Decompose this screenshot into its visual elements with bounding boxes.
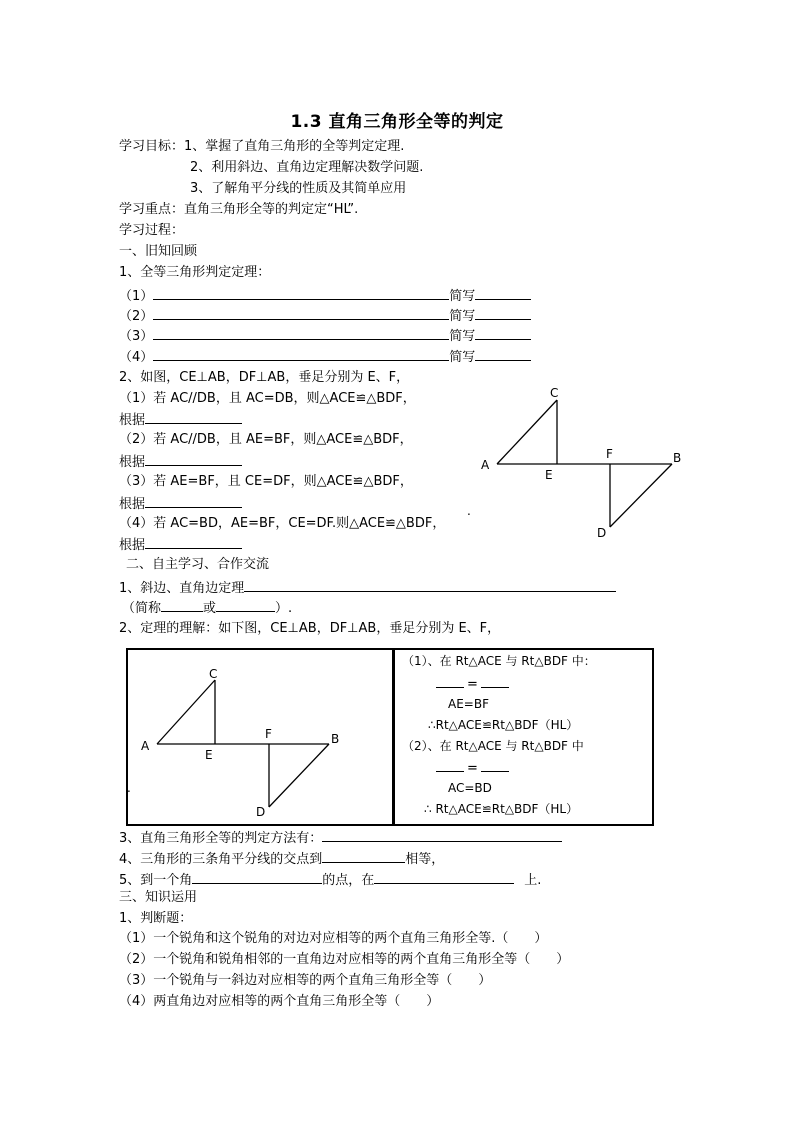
section1-q2: 2、如图，CE⊥AB，DF⊥AB，垂足分别为 E、F， [119, 370, 410, 385]
basis-blank[interactable] [145, 410, 242, 424]
basis-label: 根据 [119, 538, 146, 553]
row-num: （3） [119, 329, 154, 344]
goal-item: 1、掌握了直角三角形的全等判定定理. [184, 139, 405, 154]
basis-line [119, 494, 242, 514]
box-p2-conclusion: ∴ Rt△ACE≌Rt△BDF（HL） [424, 802, 579, 816]
goal-item: 2、利用斜边、直角边定理解决数学问题. [190, 160, 424, 175]
abbr-blank[interactable] [475, 306, 531, 320]
point-label-c: C [550, 386, 559, 400]
question-text: 相等， [405, 852, 445, 867]
basis-line [119, 410, 242, 430]
box-divider [392, 648, 395, 824]
box-p1-given: AE=BF [448, 697, 489, 711]
answer-blank[interactable] [374, 870, 514, 884]
abbr-blank[interactable] [475, 347, 531, 361]
segment-ac [497, 400, 557, 464]
theorem-blank[interactable] [153, 326, 449, 340]
point-label-a: A [141, 739, 150, 753]
basis-line [119, 452, 242, 472]
section2-q2: 2、定理的理解：如下图，CE⊥AB，DF⊥AB，垂足分别为 E、F， [119, 621, 501, 636]
theorem-blank[interactable] [153, 347, 449, 361]
abbr-line [122, 598, 292, 618]
eq-blank-right[interactable] [481, 758, 509, 772]
judgement-item: （1）一个锐角和这个锐角的对边对应相等的两个直角三角形全等.（ ） [119, 931, 548, 946]
judgement-item: （2）一个锐角和锐角相邻的一直角边对应相等的两个直角三角形全等（ ） [119, 952, 570, 967]
basis-label: 根据 [119, 497, 146, 512]
theorem-blank[interactable] [153, 286, 449, 300]
stray-dot: . [467, 504, 471, 518]
box-p2-given: AC=BD [448, 781, 492, 795]
basis-line [119, 535, 242, 555]
basis-blank[interactable] [145, 494, 242, 508]
theorem-blank[interactable] [153, 306, 449, 320]
question-text: 3、直角三角形全等的判定方法有： [119, 831, 323, 846]
question-text: 5、到一个角 [119, 873, 193, 888]
question-text: 上. [524, 873, 542, 888]
equation-line [436, 674, 509, 694]
section3-heading: 三、知识运用 [119, 890, 198, 905]
point-label-a: A [481, 458, 490, 472]
row-num: （1） [119, 289, 154, 304]
point-label-b: B [673, 451, 682, 465]
segment-db [269, 744, 329, 807]
box-p1-conclusion: ∴Rt△ACE≌Rt△BDF（HL） [428, 718, 579, 732]
sub-question: （4）若 AC=BD，AE=BF，CE=DF.则△ACE≌△BDF， [119, 516, 446, 531]
section3-q1: 1、判断题： [119, 911, 193, 926]
point-label-f: F [606, 447, 613, 461]
point-label-e: E [205, 748, 213, 762]
eq-blank-right[interactable] [481, 674, 509, 688]
point-label-d: D [256, 805, 266, 819]
equals-sign: = [467, 677, 478, 692]
sub-question: （3）若 AE=BF，且 CE=DF，则△ACE≌△BDF， [119, 474, 413, 489]
page-title: 1.3 直角三角形全等的判定 [290, 112, 504, 132]
section2-q4 [119, 849, 444, 869]
abbr-suffix: ）. [275, 601, 293, 616]
question-text: 1、斜边、直角边定理 [119, 581, 245, 596]
abbr-label: 简写 [449, 289, 476, 304]
figure-triangles-1 [467, 380, 690, 545]
box-p2: （2）、在 Rt△ACE 与 Rt△BDF 中 [402, 739, 584, 753]
theorem-blank[interactable] [244, 578, 616, 592]
segment-ac [157, 680, 215, 744]
abbr-label: 简写 [449, 309, 476, 324]
abbr-label: 简写 [449, 350, 476, 365]
segment-db [610, 464, 672, 527]
answer-blank[interactable] [322, 849, 405, 863]
sub-question: （1）若 AC//DB，且 AC=DB，则△ACE≌△BDF， [119, 391, 416, 406]
abbr-blank-1[interactable] [161, 598, 203, 612]
judgement-item: （3）一个锐角与一斜边对应相等的两个直角三角形全等（ ） [119, 973, 492, 988]
row-num: （4） [119, 350, 154, 365]
question-text: 的点，在 [322, 873, 375, 888]
section2-q1 [119, 578, 616, 598]
answer-blank[interactable] [322, 828, 562, 842]
point-label-d: D [597, 526, 607, 540]
goal-item: 3、了解角平分线的性质及其简单应用 [190, 181, 407, 196]
section2-heading: 二、自主学习、合作交流 [126, 557, 270, 572]
point-label-e: E [545, 468, 553, 482]
section1-q1: 1、全等三角形判定定理： [119, 265, 271, 280]
process-label: 学习过程： [119, 223, 185, 238]
basis-label: 根据 [119, 455, 146, 470]
question-text: 4、三角形的三条角平分线的交点到 [119, 852, 323, 867]
theorem-row [119, 347, 531, 367]
section1-heading: 一、旧知回顾 [119, 244, 198, 259]
sub-question: （2）若 AC//DB，且 AE=BF，则△ACE≌△BDF， [119, 432, 413, 447]
row-num: （2） [119, 309, 154, 324]
abbr-blank-2[interactable] [216, 598, 275, 612]
goals-label: 学习目标： [119, 139, 185, 154]
basis-blank[interactable] [145, 535, 242, 549]
goals-line-1 [119, 138, 404, 156]
judgement-item: （4）两直角边对应相等的两个直角三角形全等（ ） [119, 994, 440, 1009]
point-label-b: B [331, 732, 340, 746]
abbr-label: 简写 [449, 329, 476, 344]
theorem-row [119, 306, 531, 326]
eq-blank-left[interactable] [436, 758, 464, 772]
theorem-row [119, 326, 531, 346]
section2-q5 [119, 870, 541, 890]
section2-q3 [119, 828, 562, 848]
or-label: 或 [203, 601, 217, 616]
abbr-blank[interactable] [475, 286, 531, 300]
theorem-row [119, 286, 531, 306]
basis-blank[interactable] [145, 452, 242, 466]
equation-line [436, 758, 509, 778]
equals-sign: = [467, 761, 478, 776]
stray-dot: . [127, 781, 131, 795]
eq-blank-left[interactable] [436, 674, 464, 688]
abbr-prefix: （简称 [122, 601, 162, 616]
answer-blank[interactable] [192, 870, 322, 884]
figure-triangles-2 [128, 650, 390, 822]
focus-line: 学习重点：直角三角形全等的判定定“HL”. [119, 202, 359, 217]
point-label-f: F [265, 727, 272, 741]
box-p1: （1）、在 Rt△ACE 与 Rt△BDF 中： [402, 654, 596, 668]
basis-label: 根据 [119, 413, 146, 428]
abbr-blank[interactable] [475, 326, 531, 340]
point-label-c: C [209, 667, 218, 681]
